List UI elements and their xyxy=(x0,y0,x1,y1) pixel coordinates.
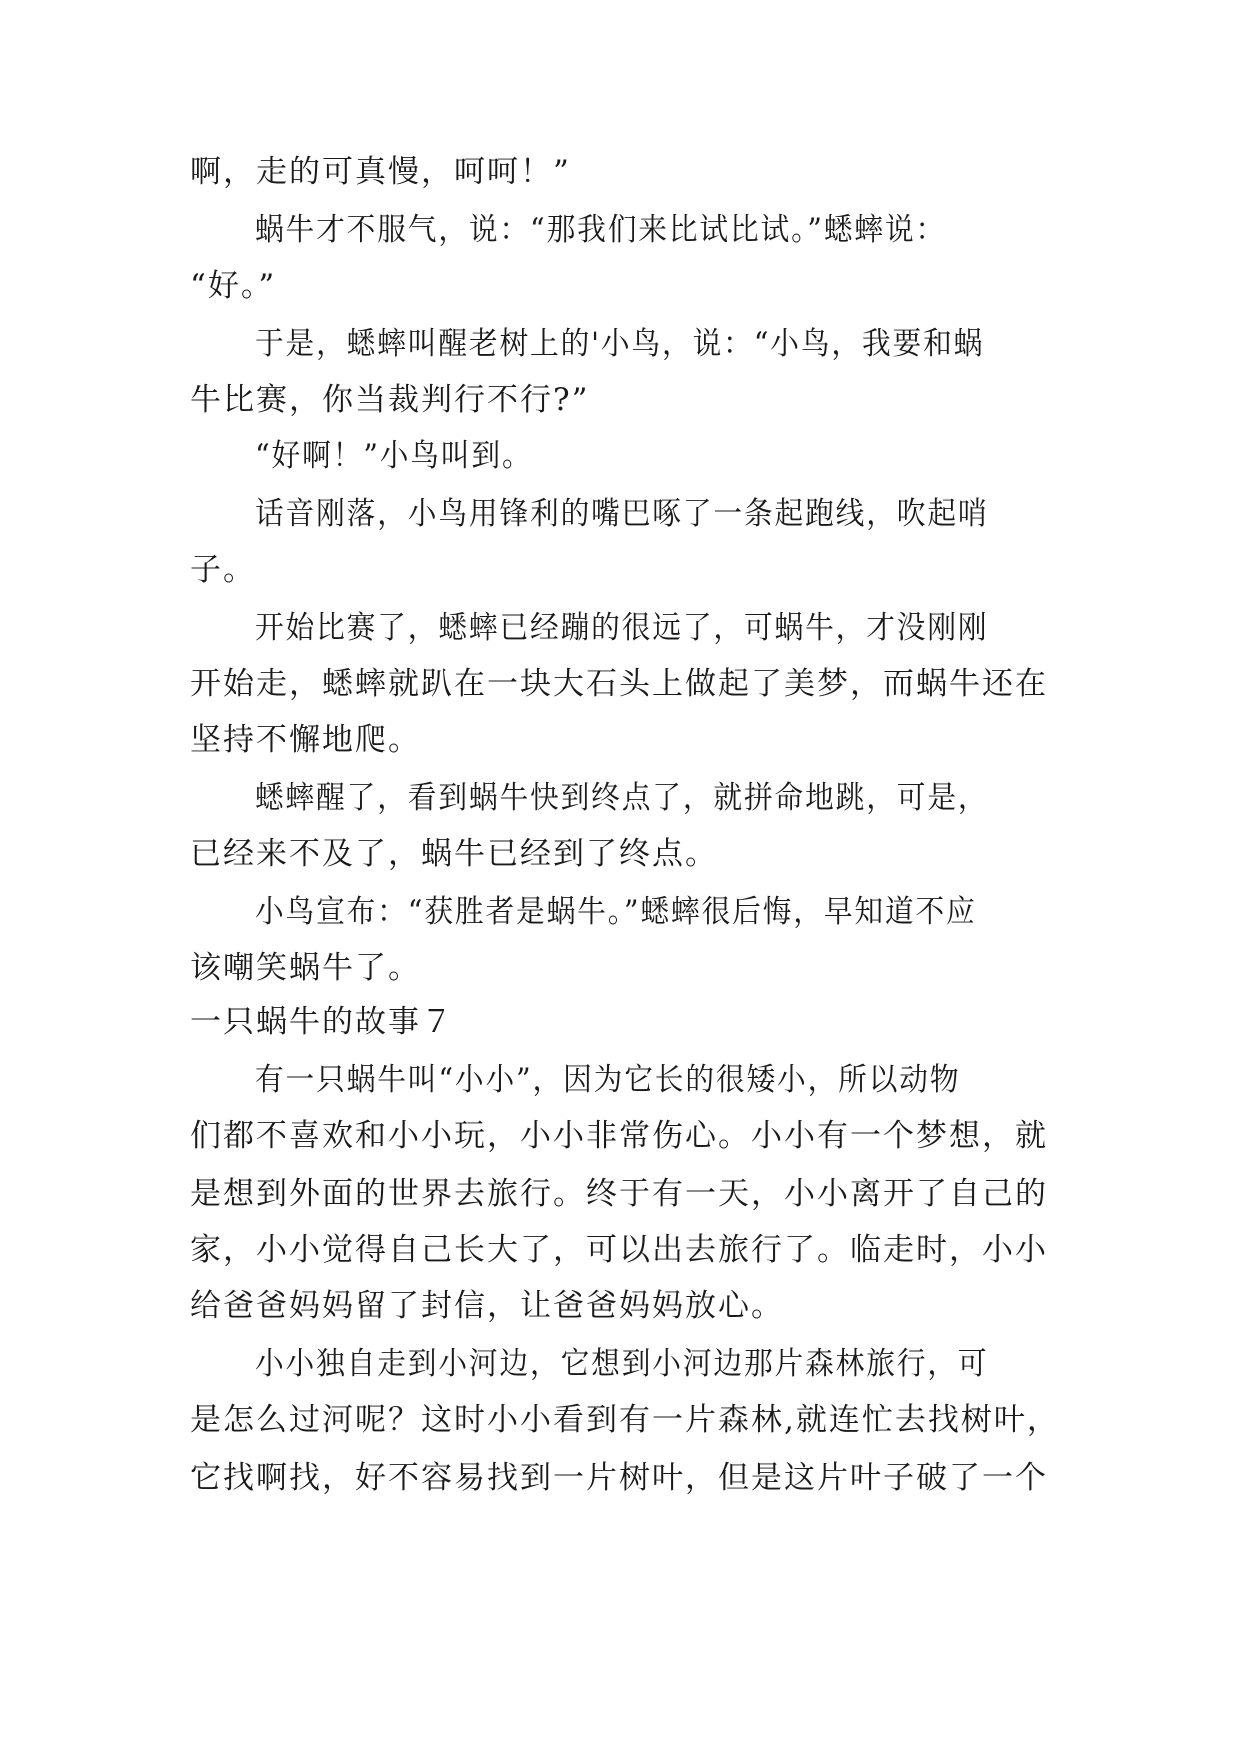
text-line: 是想到外面的世界去旅行。终于有一天，小小离开了自己的 xyxy=(190,1176,1048,1212)
text-line: 小鸟宣布：“获胜者是蜗牛。”蟋蟀很后悔，早知道不应 xyxy=(255,894,977,930)
text-line: “好。” xyxy=(190,268,277,304)
text-line: 家，小小觉得自己长大了，可以出去旅行了。临走时，小小 xyxy=(190,1232,1048,1268)
text-line: 话音刚落，小鸟用锋利的嘴巴啄了一条起跑线，吹起哨 xyxy=(255,496,989,532)
text-line: 们都不喜欢和小小玩，小小非常伤心。小小有一个梦想，就 xyxy=(190,1118,1048,1154)
text-line: 是怎么过河呢？这时小小看到有一片森林,就连忙去找树叶， xyxy=(190,1402,1060,1438)
text-line: 给爸爸妈妈留了封信，让爸爸妈妈放心。 xyxy=(190,1288,784,1324)
section-heading: 一只蜗牛的故事７ xyxy=(190,1004,454,1040)
text-line: 小小独自走到小河边，它想到小河边那片森林旅行，可 xyxy=(255,1346,989,1382)
text-line: 蜗牛才不服气，说：“那我们来比试比试。”蟋蟀说： xyxy=(255,212,947,248)
text-line: 它找啊找，好不容易找到一片树叶，但是这片叶子破了一个 xyxy=(190,1460,1048,1496)
text-line: “好啊！”小鸟叫到。 xyxy=(255,438,533,474)
text-line: 开始走，蟋蟀就趴在一块大石头上做起了美梦，而蜗牛还在 xyxy=(190,666,1048,702)
text-line: 坚持不懈地爬。 xyxy=(190,722,421,758)
text-line: 开始比赛了，蟋蟀已经蹦的很远了，可蜗牛，才没刚刚 xyxy=(255,610,989,646)
text-line: 于是，蟋蟀叫醒老树上的'小鸟，说：“小鸟，我要和蜗 xyxy=(255,326,985,362)
text-line: 啊，走的可真慢，呵呵！” xyxy=(190,154,571,190)
text-line: 该嘲笑蜗牛了。 xyxy=(190,950,421,986)
text-line: 已经来不及了，蜗牛已经到了终点。 xyxy=(190,836,718,872)
text-line: 有一只蜗牛叫“小小”，因为它长的很矮小，所以动物 xyxy=(255,1062,961,1098)
text-line: 蟋蟀醒了，看到蜗牛快到终点了，就拼命地跳，可是， xyxy=(255,780,989,816)
text-line: 牛比赛，你当裁判行不行?” xyxy=(190,382,590,418)
text-line: 子。 xyxy=(190,552,256,588)
